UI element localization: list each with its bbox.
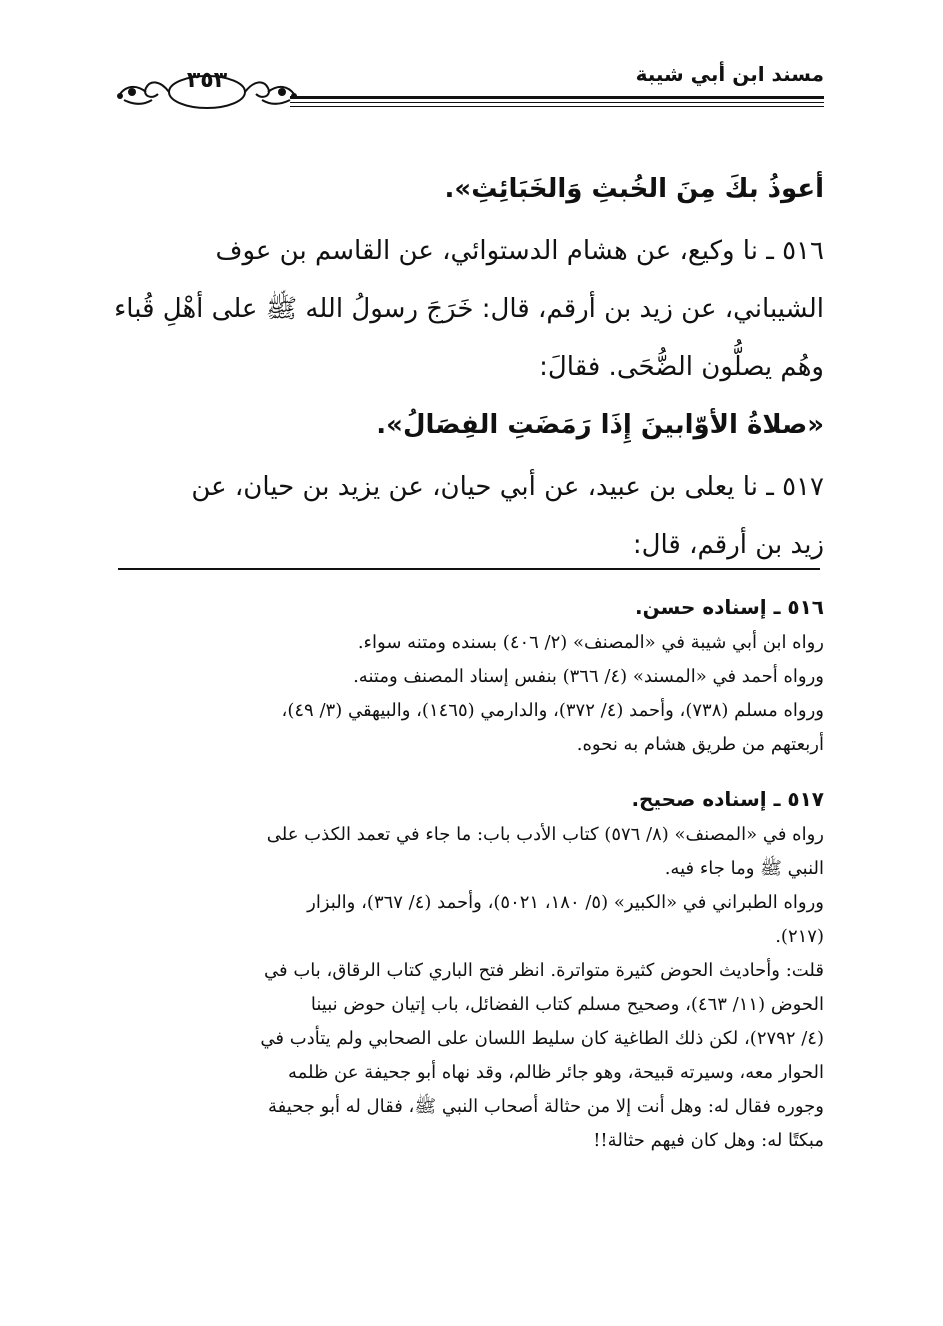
note-517-line: ورواه الطبراني في «الكبير» (٥/ ١٨٠، ٥٠٢١)، وأحمد (٤/ ٣٦٧)، والبزار: [307, 892, 824, 913]
note-517-line: قلت: وأحاديث الحوض كثيرة متواترة. انظر فتح الباري كتاب الرقاق، باب في: [264, 960, 824, 981]
page-header: [112, 60, 824, 130]
note-517-line: النبي ﷺ وما جاء فيه.: [664, 858, 824, 879]
hadith-516-line: ٥١٦ ـ نا وكيع، عن هشام الدستوائي، عن القاسم بن عوف: [215, 236, 824, 266]
hadith-516-quote: «صلاةُ الأوّابينَ إِذَا رَمَضَتِ الفِصَالُ».: [376, 410, 824, 440]
page-number: ٣٥٣: [186, 68, 228, 93]
hadith-517-line: زيد بن أرقم، قال:: [632, 530, 824, 560]
header-rules: [290, 96, 824, 107]
note-516-line: أربعتهم من طريق هشام به نحوه.: [576, 734, 824, 755]
note-516-line: ورواه أحمد في «المسند» (٤/ ٣٦٦) بنفس إسناد المصنف ومتنه.: [353, 666, 824, 687]
note-517-line: الحوض (١١/ ٤٦٣)، وصحيح مسلم كتاب الفضائل، باب إتيان حوض نبينا: [310, 994, 824, 1015]
note-516-line: رواه ابن أبي شيبة في «المصنف» (٢/ ٤٠٦) بسنده ومتنه سواء.: [357, 632, 824, 653]
hadith-515-ending: أعوذُ بكَ مِنَ الخُبثِ وَالخَبَائِثِ».: [444, 174, 824, 204]
note-517-line: رواه في «المصنف» (٨/ ٥٧٦) كتاب الأدب باب: ما جاء في تعمد الكذب على: [266, 824, 824, 845]
note-516-line: ورواه مسلم (٧٣٨)، وأحمد (٤/ ٣٧٢)، والدارمي (١٤٦٥)، والبيهقي (٣/ ٤٩)،: [281, 700, 824, 721]
hadith-517-line: ٥١٧ ـ نا يعلى بن عبيد، عن أبي حيان، عن يزيد بن حيان، عن: [191, 472, 824, 502]
footnote-divider: [118, 568, 820, 570]
note-517-title: ٥١٧ ـ إسناده صحيح.: [631, 787, 824, 811]
note-517-line: (٢١٧).: [775, 926, 824, 947]
note-517-line: الحوار معه، وسيرته قبيحة، وهو جائر ظالم، وقد نهاه أبو جحيفة عن ظلمه: [287, 1062, 824, 1083]
hadith-516-line: الشيباني، عن زيد بن أرقم، قال: خَرَجَ رسولُ الله ﷺ على أهْلِ قُباء: [114, 294, 824, 324]
note-517-line: وجوره فقال له: وهل أنت إلا من حثالة أصحاب النبي ﷺ، فقال له أبو جحيفة: [268, 1096, 824, 1117]
hadith-516-line: وهُم يصلُّون الضُّحَى. فقالَ:: [539, 352, 824, 382]
running-title: مسند ابن أبي شيبة: [635, 62, 824, 86]
main-text: [112, 160, 824, 574]
note-517-line: مبكتًا له: وهل كان فيهم حثالة!!: [593, 1130, 824, 1151]
note-517-line: (٤/ ٢٧٩٢)، لكن ذلك الطاغية كان سليط اللسان على الصحابي ولم يتأدب في: [260, 1028, 824, 1049]
footnotes: [112, 588, 824, 1158]
note-516-title: ٥١٦ ـ إسناده حسن.: [635, 595, 824, 619]
